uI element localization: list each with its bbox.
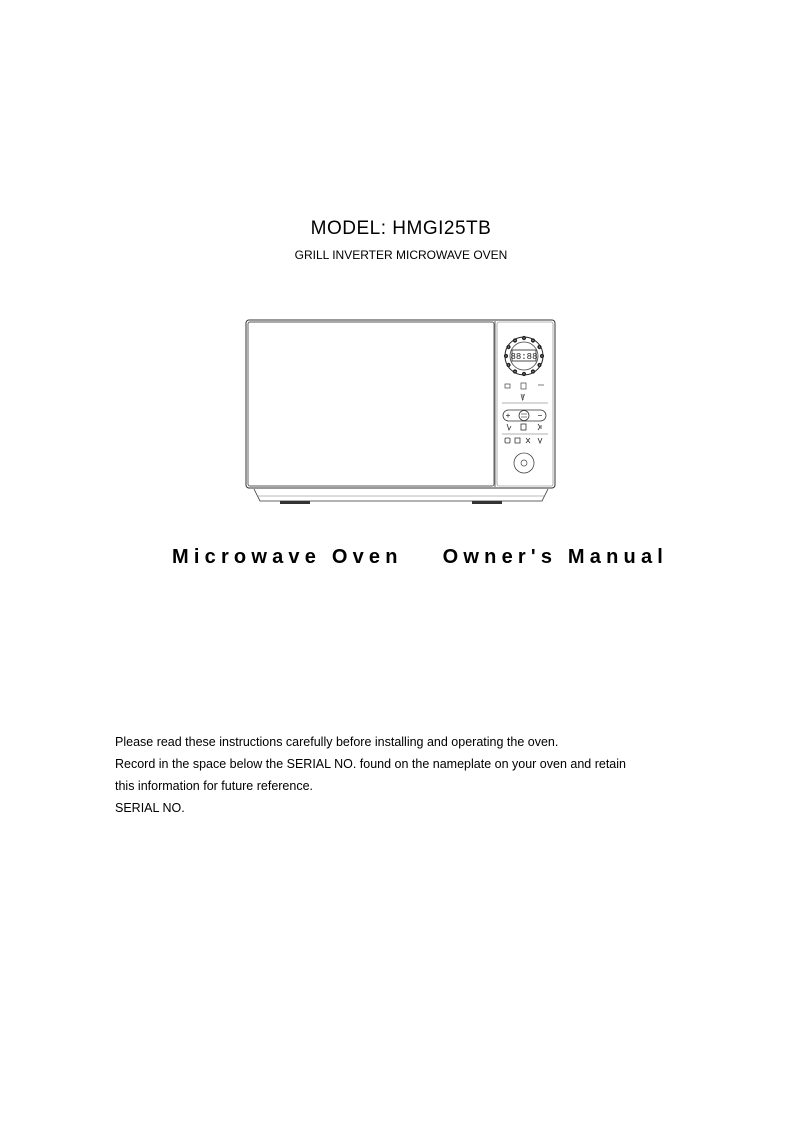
product-subtitle: GRILL INVERTER MICROWAVE OVEN <box>294 248 508 262</box>
manual-title-product: Microwave Oven <box>172 546 403 568</box>
display-readout: 88:88 <box>510 352 538 362</box>
manual-title <box>172 546 668 569</box>
instruction-line: Please read these instructions carefully before installing and operating the oven. <box>115 735 559 749</box>
manual-title-doc-type: Owner's Manual <box>442 546 669 568</box>
instruction-line: this information for future reference. <box>115 779 314 793</box>
model-heading: MODEL: HMGI25TB <box>310 218 492 239</box>
microwave-oven-illustration <box>240 316 562 512</box>
instruction-line: Record in the space below the SERIAL NO. found on the nameplate on your oven and retain <box>115 757 626 771</box>
serial-number-label: SERIAL NO. <box>115 801 185 815</box>
instructions-block <box>115 731 675 819</box>
